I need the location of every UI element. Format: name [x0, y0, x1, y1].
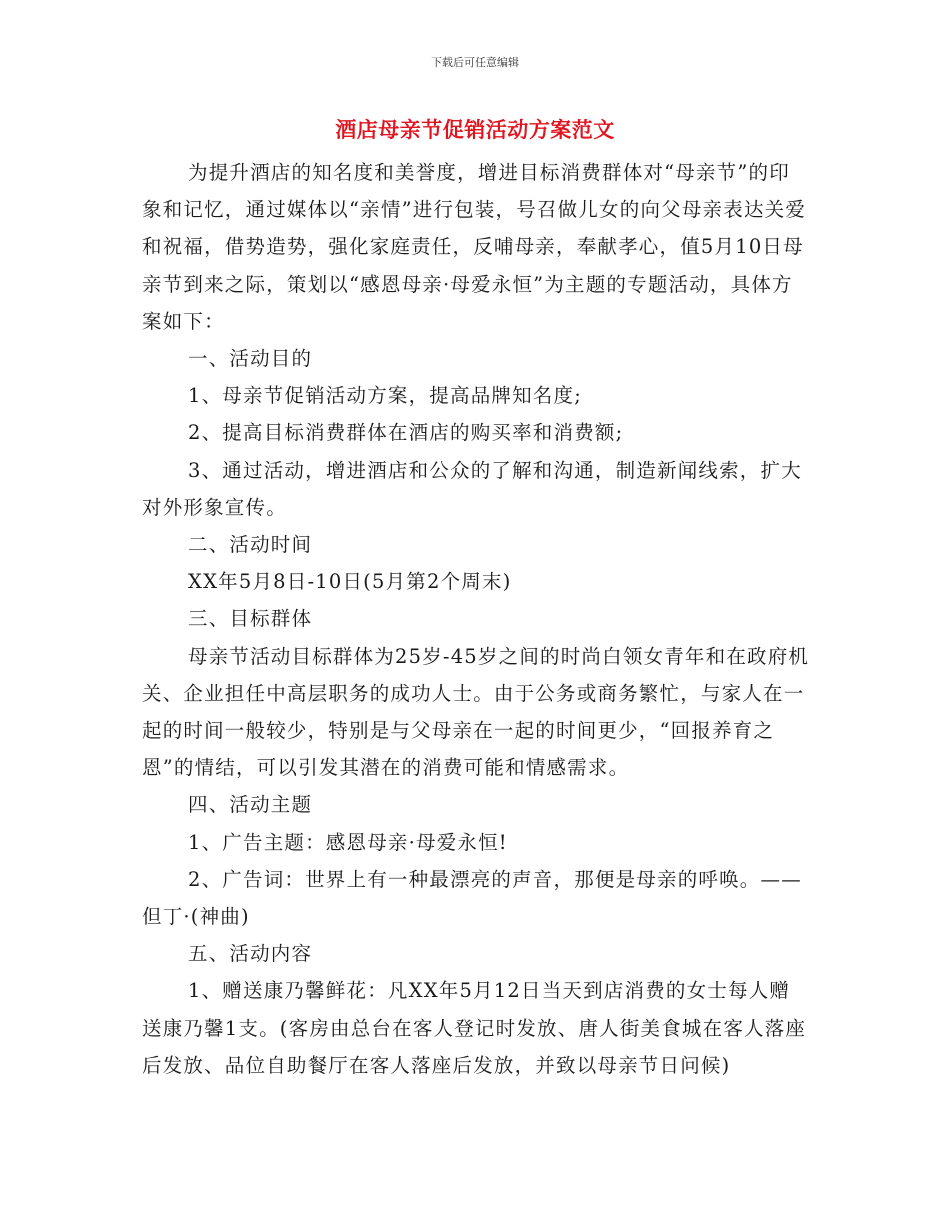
purpose-item-3: 3、通过活动，增进酒店和公众的了解和沟通，制造新闻线索，扩大对外形象宣传。 [142, 458, 802, 519]
purpose-item-2: 2、提高目标消费群体在酒店的购买率和消费额; [188, 421, 624, 445]
theme-item-1: 1、广告主题：感恩母亲·母爱永恒! [188, 830, 508, 854]
section-heading-purpose: 一、活动目的 [188, 347, 313, 371]
section-heading-content: 五、活动内容 [188, 942, 313, 966]
section-heading-theme: 四、活动主题 [188, 793, 313, 817]
document-body [142, 154, 810, 1084]
time-detail: XX年5月8日-10日(5月第2个周末) [188, 570, 512, 594]
section-heading-time: 二、活动时间 [188, 533, 313, 557]
intro-paragraph: 为提升酒店的知名度和美誉度，增进目标消费群体对“母亲节”的印象和记忆，通过媒体以“亲情”进行包装，号召做儿女的向父母亲表达关爱和祝福，借势造势，强化家庭责任，反哺母亲，奉献孝心，值5月10日母亲节到来之际，策划以“感恩母亲·母爱永恒”为主题的专题活动，具体方案如下： [142, 161, 807, 333]
header-note: 下载后可任意编辑 [431, 56, 519, 69]
purpose-item-1: 1、母亲节促销活动方案，提高品牌知名度; [188, 384, 582, 408]
theme-item-2: 2、广告词：世界上有一种最漂亮的声音，那便是母亲的呼唤。——但丁·(神曲) [142, 867, 802, 929]
target-paragraph: 母亲节活动目标群体为25岁-45岁之间的时尚白领女青年和在政府机关、企业担任中高层职务的成功人士。由于公务或商务繁忙，与家人在一起的时间一般较少，特别是与父母亲在一起的时间更少，“回报养育之恩”的情结，可以引发其潜在的消费可能和情感需求。 [142, 644, 810, 780]
section-heading-target: 三、目标群体 [188, 607, 313, 631]
document-title: 酒店母亲节促销活动方案范文 [335, 117, 615, 142]
content-item-1: 1、赠送康乃馨鲜花：凡XX年5月12日当天到店消费的女士每人赠送康乃馨1支。(客房由总台在客人登记时发放、唐人街美食城在客人落座后发放、品位自助餐厅在客人落座后发放，并致以母亲节日问候) [142, 979, 807, 1077]
